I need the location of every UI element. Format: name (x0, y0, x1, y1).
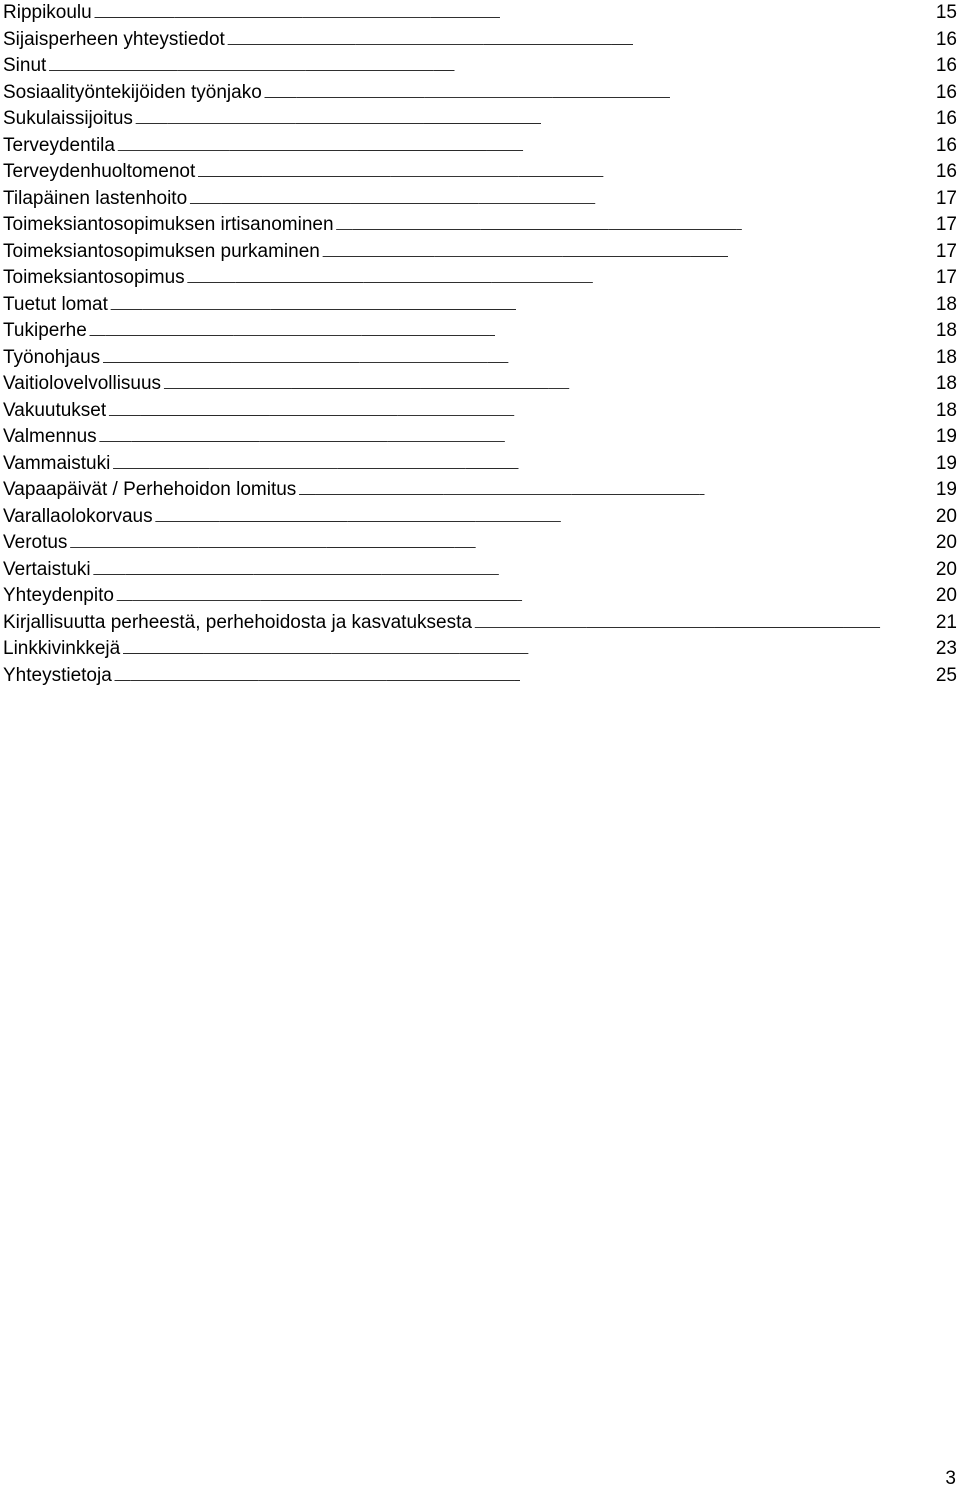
toc-entry-page: 19 (935, 479, 957, 500)
toc-entry-page: 15 (935, 2, 957, 23)
toc-entry-page: 18 (935, 293, 957, 315)
toc-entry-vertaistuki[interactable] (3, 557, 957, 584)
dot-leader (264, 80, 928, 109)
dot-leader (89, 318, 928, 347)
toc-entry-label: Sinut (3, 55, 47, 76)
toc-entry-label: Linkkivinkkejä (3, 638, 121, 659)
toc-entry-page: 19 (935, 452, 957, 474)
toc-entry-label: Vertaistuki (3, 558, 91, 580)
toc-entry-terveydenhuoltomenot[interactable] (3, 159, 957, 186)
toc-entry-page: 18 (935, 373, 957, 394)
toc-entry-toimeksiantosopimuksen-irtisanominen[interactable] (3, 212, 957, 239)
toc-entry-page: 18 (935, 399, 957, 421)
toc-entry-tyonohjaus[interactable] (3, 345, 957, 372)
toc-entry-sinut[interactable] (3, 53, 957, 80)
toc-entry-terveydentila[interactable] (3, 133, 957, 160)
dot-leader (94, 0, 928, 29)
toc-entry-tuetut-lomat[interactable] (3, 292, 957, 319)
toc-entry-page: 25 (935, 664, 957, 686)
dot-leader (112, 451, 928, 480)
toc-entry-label: Toimeksiantosopimuksen irtisanominen (3, 214, 334, 235)
toc-entry-label: Terveydenhuoltomenot (3, 161, 196, 182)
dot-leader (114, 663, 928, 692)
toc-entry-linkkivinkkeja[interactable] (3, 636, 957, 663)
toc-entry-page: 19 (935, 426, 957, 447)
toc-entry-verotus[interactable] (3, 530, 957, 557)
dot-leader (155, 504, 928, 533)
toc-entry-page: 20 (935, 532, 957, 553)
dot-leader (99, 424, 928, 453)
toc-entry-vaitiolovelvollisuus[interactable] (3, 371, 957, 398)
toc-entry-sosiaalityontekijoiden-tyonjako[interactable] (3, 80, 957, 107)
toc-entry-page: 17 (935, 187, 957, 209)
toc-entry-label: Varallaolokorvaus (3, 505, 153, 527)
toc-entry-label: Sukulaissijoitus (3, 108, 133, 129)
toc-entry-label: Toimeksiantosopimus (3, 267, 185, 288)
toc-entry-page: 18 (935, 320, 957, 341)
toc-entry-vapaapaivat-perhehoidon-lomitus[interactable] (3, 477, 957, 504)
dot-leader (116, 583, 928, 612)
toc-entry-yhteystietoja[interactable] (3, 663, 957, 690)
table-of-contents (3, 0, 957, 689)
dot-leader (48, 53, 928, 82)
toc-entry-label: Terveydentila (3, 134, 115, 156)
toc-entry-label: Verotus (3, 532, 68, 553)
dot-leader (197, 159, 928, 188)
toc-entry-tukiperhe[interactable] (3, 318, 957, 345)
toc-entry-toimeksiantosopimuksen-purkaminen[interactable] (3, 239, 957, 266)
toc-entry-label: Työnohjaus (3, 346, 101, 368)
dot-leader (122, 636, 928, 665)
toc-entry-tilapainen-lastenhoito[interactable] (3, 186, 957, 213)
toc-entry-page: 16 (935, 28, 957, 50)
dot-leader (298, 477, 928, 506)
dot-leader (336, 212, 928, 241)
toc-entry-label: Tuetut lomat (3, 293, 108, 315)
toc-entry-label: Vakuutukset (3, 399, 107, 421)
toc-entry-toimeksiantosopimus[interactable] (3, 265, 957, 292)
toc-entry-label: Yhteystietoja (3, 664, 112, 686)
toc-entry-page: 16 (935, 134, 957, 156)
toc-entry-page: 16 (935, 161, 957, 182)
toc-entry-page: 18 (935, 346, 957, 368)
toc-entry-page: 23 (935, 638, 957, 659)
dot-leader (322, 239, 928, 268)
dot-leader (110, 292, 928, 321)
dot-leader (163, 371, 928, 400)
toc-entry-label: Valmennus (3, 426, 97, 447)
toc-entry-label: Vapaapäivät / Perhehoidon lomitus (3, 479, 297, 500)
toc-entry-label: Tilapäinen lastenhoito (3, 187, 188, 209)
dot-leader (93, 557, 928, 586)
toc-entry-kirjallisuutta[interactable] (3, 610, 957, 637)
toc-entry-label: Sosiaalityöntekijöiden työnjako (3, 81, 262, 103)
toc-entry-vammaistuki[interactable] (3, 451, 957, 478)
toc-entry-page: 20 (935, 585, 957, 606)
dot-leader (227, 27, 928, 56)
toc-entry-yhteydenpito[interactable] (3, 583, 957, 610)
dot-leader (69, 530, 928, 559)
dot-leader (102, 345, 928, 374)
toc-entry-valmennus[interactable] (3, 424, 957, 451)
dot-leader (108, 398, 928, 427)
toc-entry-varallaolokorvaus[interactable] (3, 504, 957, 531)
toc-entry-page: 17 (935, 240, 957, 262)
dot-leader (189, 186, 928, 215)
toc-entry-page: 17 (935, 267, 957, 288)
toc-entry-label: Vammaistuki (3, 452, 111, 474)
toc-entry-sukulaissijoitus[interactable] (3, 106, 957, 133)
toc-entry-page: 21 (935, 611, 957, 633)
toc-entry-label: Toimeksiantosopimuksen purkaminen (3, 240, 320, 262)
dot-leader (474, 610, 928, 639)
toc-entry-vakuutukset[interactable] (3, 398, 957, 425)
toc-entry-page: 16 (935, 81, 957, 103)
toc-entry-sijaisperheen-yhteystiedot[interactable] (3, 27, 957, 54)
toc-entry-page: 16 (935, 108, 957, 129)
toc-entry-label: Yhteydenpito (3, 585, 114, 606)
toc-entry-page: 16 (935, 55, 957, 76)
toc-entry-page: 20 (935, 558, 957, 580)
dot-leader (135, 106, 928, 135)
dot-leader (187, 265, 928, 294)
dot-leader (117, 133, 928, 162)
toc-entry-rippikoulu[interactable] (3, 0, 957, 27)
toc-entry-label: Sijaisperheen yhteystiedot (3, 28, 225, 50)
toc-entry-label: Rippikoulu (3, 2, 92, 23)
toc-entry-label: Kirjallisuutta perheestä, perhehoidosta ja kasvatuksesta (3, 611, 472, 633)
toc-entry-page: 20 (935, 505, 957, 527)
page-number: 3 (945, 1468, 956, 1489)
toc-entry-label: Vaitiolovelvollisuus (3, 373, 162, 394)
toc-entry-page: 17 (935, 214, 957, 235)
toc-entry-label: Tukiperhe (3, 320, 87, 341)
